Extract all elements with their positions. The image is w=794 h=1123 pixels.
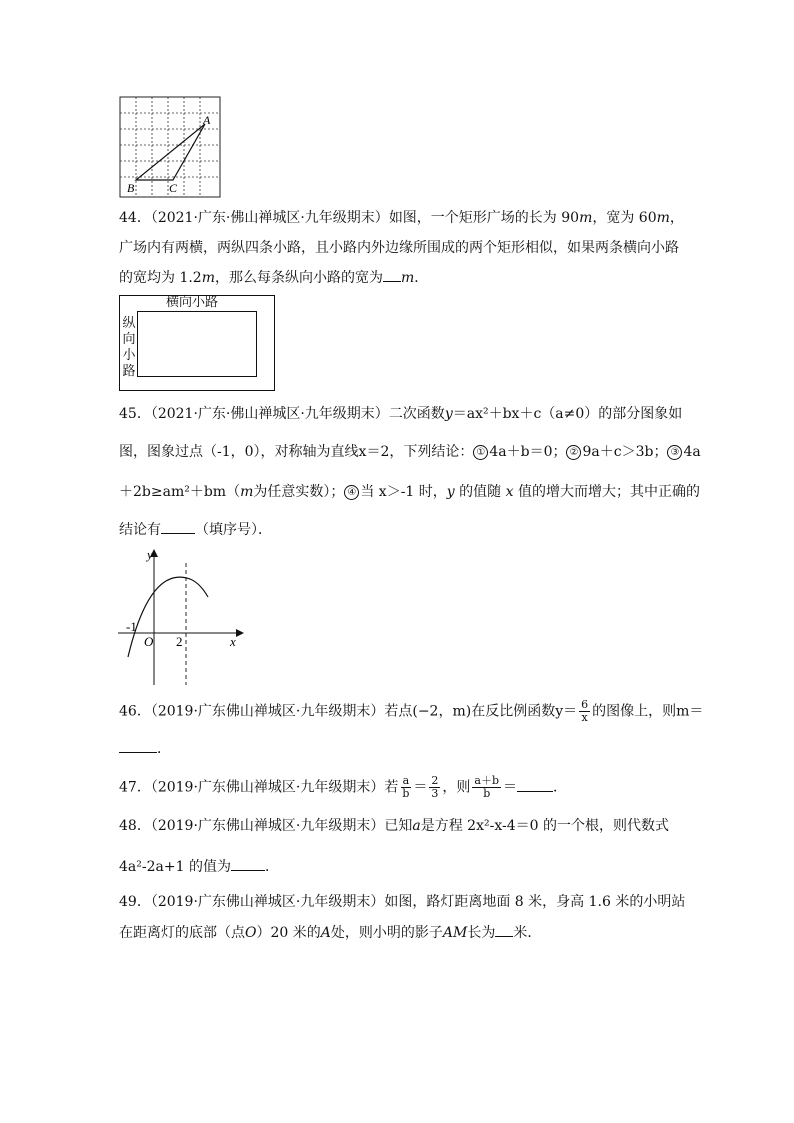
q44-number: 44． <box>119 210 151 226</box>
neg-one-label: -1 <box>126 619 137 634</box>
parabola-curve <box>128 577 208 657</box>
q47-answer-blank[interactable] <box>517 777 553 792</box>
triangle-abc <box>136 124 205 180</box>
q46-answer-blank[interactable] <box>119 738 157 753</box>
q44-source: （2021·广东·佛山禅城区·九年级期末） <box>150 210 389 226</box>
q46-line1: 46．（2019·广东佛山禅城区·九年级期末）若点(−2，m)在反比例函数y＝ $\frac{6}{x}$ 的图像上，则m＝ <box>119 698 704 724</box>
q47-source: （2019·广东佛山禅城区·九年级期末） <box>150 779 385 796</box>
q49-answer-blank[interactable] <box>495 922 513 937</box>
q47-number: 47． <box>119 779 151 796</box>
q46-number: 46． <box>119 703 151 720</box>
origin-label: O <box>144 634 154 649</box>
q45-line2: 图，图象过点（-1，0），对称轴为直线x＝2，下列结论： ① 4a＋b＝0； ② 9a＋c＞3b； ③ 4a <box>119 444 701 460</box>
q48-number: 48． <box>119 818 151 834</box>
label-a: A <box>203 113 211 127</box>
q44-answer-blank[interactable] <box>383 267 401 282</box>
horizontal-path-label: 横向小路 <box>166 295 219 310</box>
q45-number: 45． <box>119 406 151 422</box>
q44-line3: 的宽均为 1.2m，那么每条纵向小路的宽为 m． <box>119 267 679 289</box>
x-axis-arrow <box>236 629 244 637</box>
q46-source: （2019·广东佛山禅城区·九年级期末） <box>150 703 385 720</box>
q45-line1: 45．（2021·广东·佛山禅城区·九年级期末）二次函数y＝ax²＋bx＋c（a≠0）的部分图象如 <box>119 406 683 422</box>
plaza-figure <box>119 295 275 391</box>
q48-line2: 4a²-2a+1 的值为 ． <box>119 856 679 878</box>
q49-line1: 49．（2019·广东佛山禅城区·九年级期末）如图，路灯距离地面 8 米，身高 1.6 米的小明站 <box>119 894 686 910</box>
q48-answer-blank[interactable] <box>231 856 265 871</box>
two-label: 2 <box>176 634 183 649</box>
q47-line: 47．（2019·广东佛山禅城区·九年级期末）若 $\frac{a}{b}$ ＝ $\frac{2}{3}$ ，则 $\frac{a+b}{b}$ ＝ ． <box>119 774 568 800</box>
inner-rectangle <box>137 311 257 377</box>
q48-line1: 48．（2019·广东佛山禅城区·九年级期末）已知a是方程 2x²-x-4＝0 的一个根，则代数式 <box>119 818 669 834</box>
x-label: x <box>230 634 236 649</box>
label-c: C <box>169 181 178 195</box>
q49-line2: 在距离灯的底部（点O）20 米的A处，则小明的影子AM长为 米． <box>119 922 679 944</box>
q45-line4: 结论有 （填序号）． <box>119 519 679 541</box>
q49-number: 49． <box>119 894 151 910</box>
y-label: y <box>147 547 153 562</box>
q49-source: （2019·广东佛山禅城区·九年级期末） <box>150 894 385 910</box>
q46-line2: ． <box>119 738 679 760</box>
q45-line3: ＋2b≥am²＋bm（m为任意实数）； ④ 当 x＞-1 时，y 的值随 x 值的增大而增大；其中正确的 <box>119 484 700 500</box>
q45-source: （2021·广东·佛山禅城区·九年级期末） <box>150 406 389 422</box>
grid-triangle-figure <box>119 96 222 198</box>
vertical-path-label: 纵 向 小 路 <box>122 316 136 379</box>
label-b: B <box>127 181 135 195</box>
q48-source: （2019·广东佛山禅城区·九年级期末） <box>150 818 385 834</box>
q46-fraction: $\frac{6}{x}$ <box>581 698 589 724</box>
q44-line1: 44．（2021·广东·佛山禅城区·九年级期末）如图，一个矩形广场的长为 90m，宽为 60m， <box>119 210 684 226</box>
q45-answer-blank[interactable] <box>161 519 195 534</box>
q44-line2: 广场内有两横，两纵四条小路，且小路内外边缘所围成的两个矩形相似，如果两条横向小路 <box>119 240 679 256</box>
parabola-figure <box>118 545 248 687</box>
